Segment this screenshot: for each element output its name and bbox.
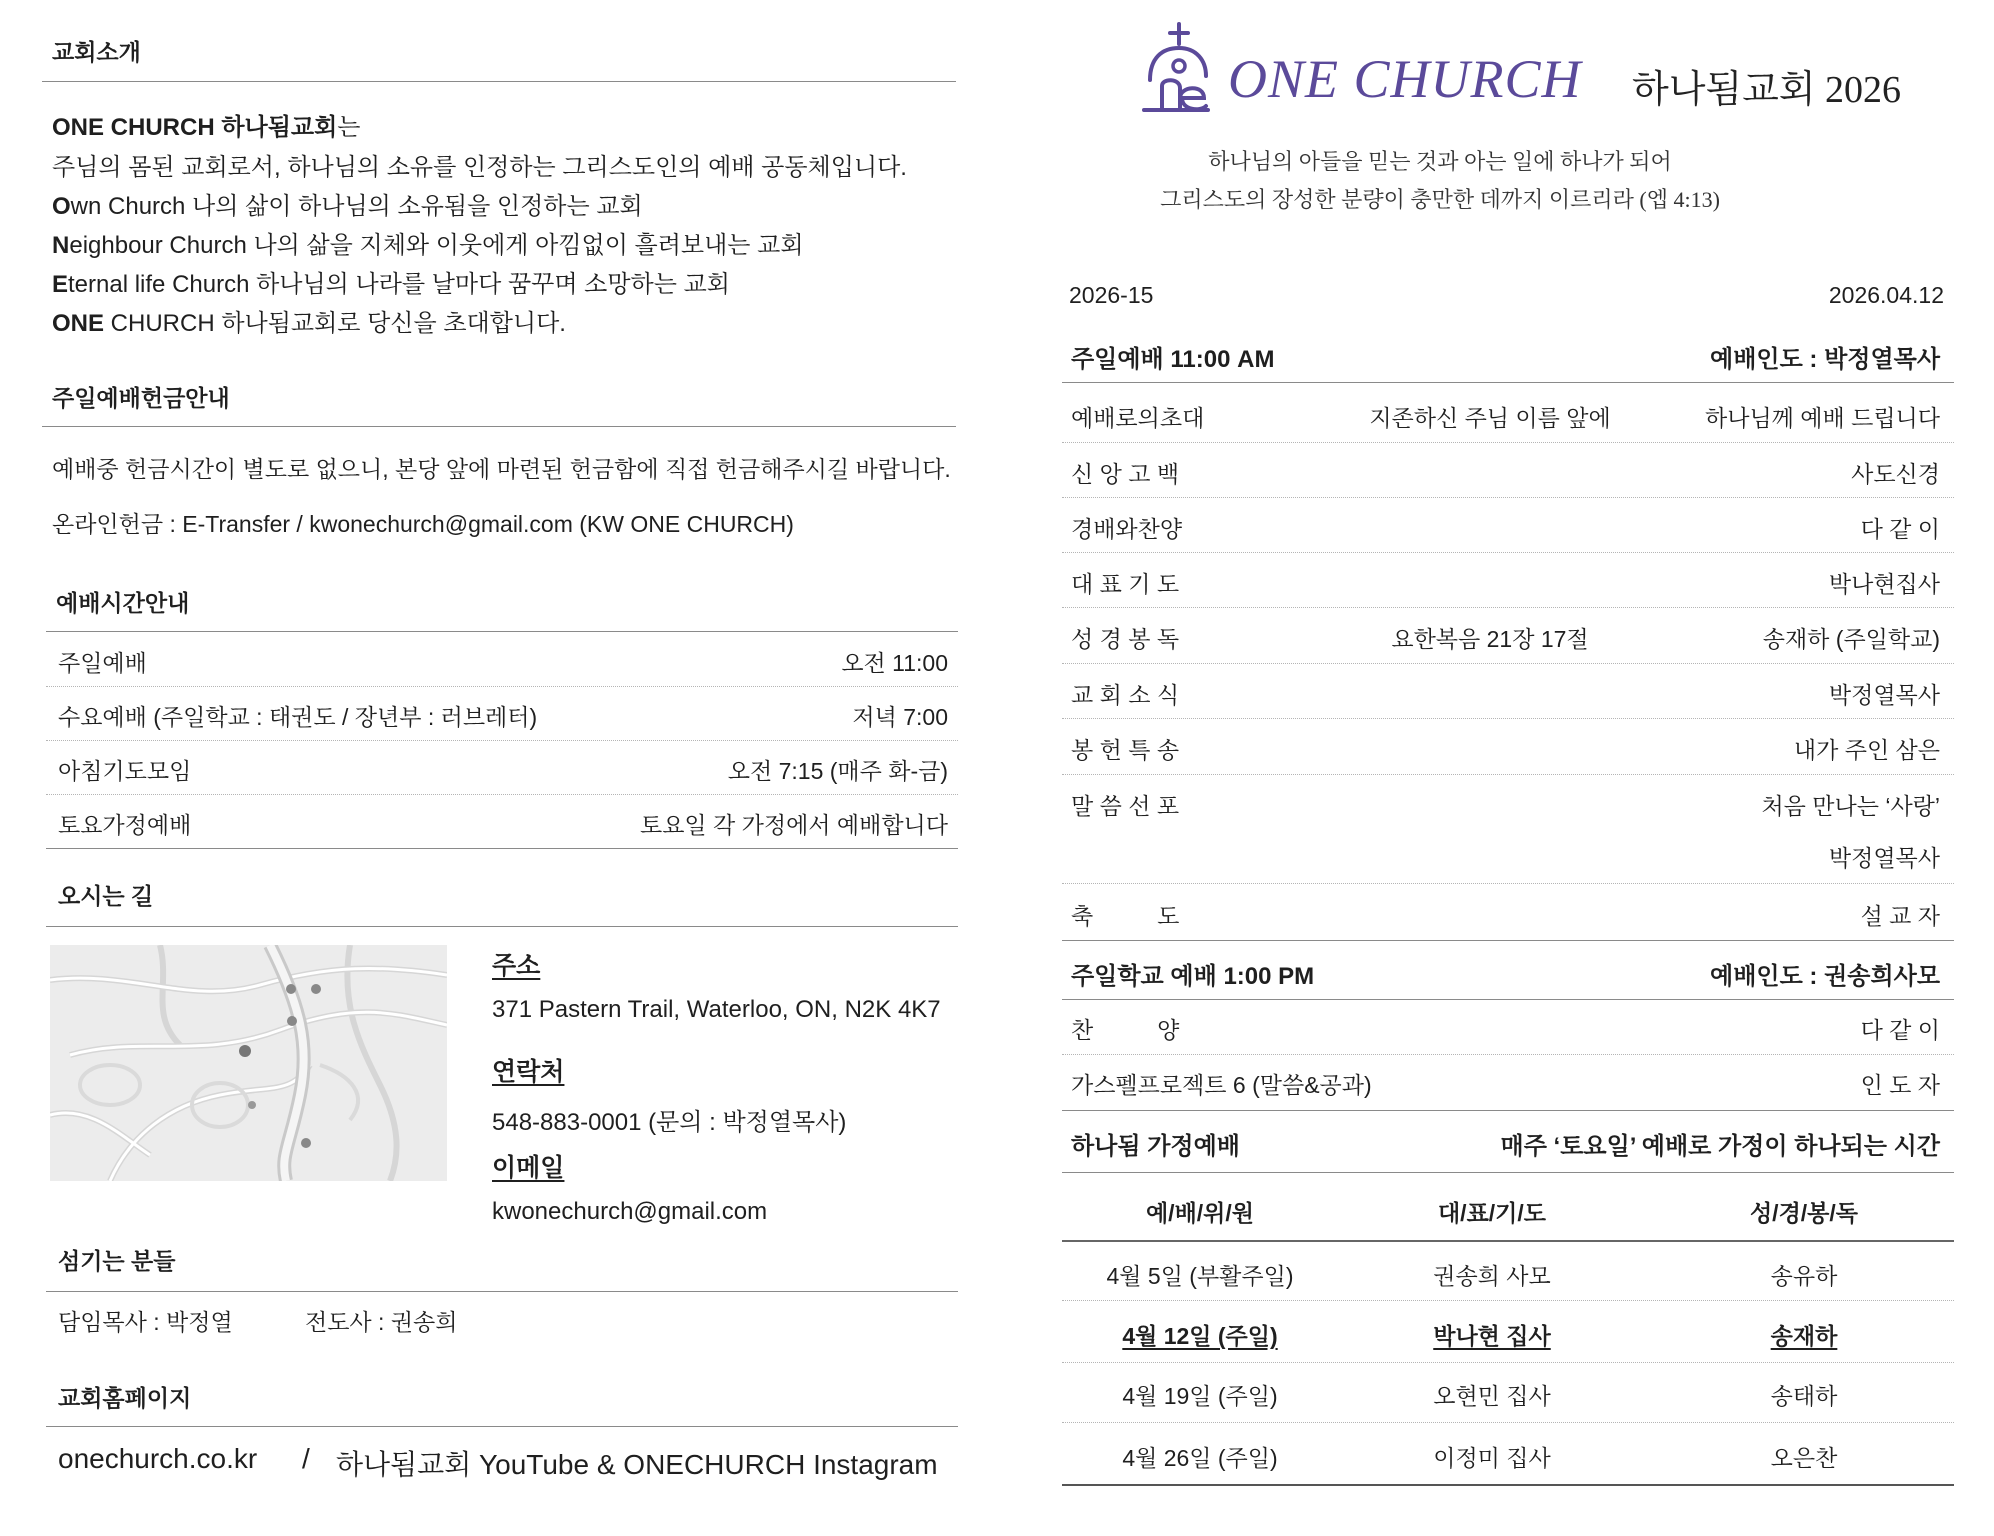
duty-prayer: 이정미 집사 xyxy=(1433,1445,1551,1471)
church-logo-icon xyxy=(1142,22,1212,114)
order-item-person: 내가 주인 삼은 xyxy=(1793,737,1940,763)
duty-header: 성/경/봉/독 xyxy=(1749,1200,1859,1226)
divider xyxy=(1062,1172,1954,1173)
sunday-school-title: 주일학교 예배 1:00 PM xyxy=(1071,963,1315,990)
order-item-name: 교 회 소 식 xyxy=(1071,682,1180,708)
map-image[interactable] xyxy=(50,945,447,1181)
directions-title: 오시는 길 xyxy=(58,883,154,909)
order-item-name: 축 도 xyxy=(1071,903,1180,929)
duty-reading: 오은찬 xyxy=(1770,1445,1838,1471)
evangelist-name: 전도사 : 권송희 xyxy=(305,1309,458,1335)
divider xyxy=(46,794,958,795)
time-row-name: 수요예배 (주일학교 : 태권도 / 장년부 : 러브레터) xyxy=(58,704,538,730)
order-item-name: 신 앙 고 백 xyxy=(1071,461,1180,487)
order-item-person: 하나님께 예배 드립니다 xyxy=(1705,405,1940,431)
verse-line-1: 하나님의 아들을 믿는 것과 아는 일에 하나가 되어 xyxy=(1208,149,1672,174)
pastor-name: 담임목사 : 박정열 xyxy=(58,1309,233,1335)
duty-reading-current: 송재하 xyxy=(1770,1323,1838,1349)
duty-date-current: 4월 12일 (주일) xyxy=(1122,1323,1278,1349)
divider xyxy=(1062,1362,1954,1363)
order-item-name: 찬 양 xyxy=(1071,1017,1180,1043)
email-link[interactable]: kwonechurch@gmail.com xyxy=(492,1198,768,1225)
order-item-name: 예배로의초대 xyxy=(1071,405,1205,431)
order-item-name: 말 씀 선 포 xyxy=(1071,793,1180,819)
bulletin-date: 2026.04.12 xyxy=(1828,282,1944,308)
sunday-school-leader: 예배인도 : 권송희사모 xyxy=(1710,963,1940,990)
divider xyxy=(46,740,958,741)
divider xyxy=(46,1291,958,1292)
church-name-ko: 하나됨교회 2026 xyxy=(1632,69,1902,111)
time-row-value: 토요일 각 가정에서 예배합니다 xyxy=(639,812,948,838)
intro-title: 교회소개 xyxy=(52,39,141,65)
duty-prayer: 권송희 사모 xyxy=(1433,1263,1551,1289)
order-item-person: 인 도 자 xyxy=(1860,1072,1940,1098)
duty-reading: 송유하 xyxy=(1770,1263,1838,1289)
time-row-name: 주일예배 xyxy=(58,650,147,676)
divider xyxy=(46,1426,958,1427)
divider xyxy=(1062,999,1954,1000)
order-item-name: 대 표 기 도 xyxy=(1071,571,1180,597)
order-item-person: 설 교 자 xyxy=(1860,903,1940,929)
duty-prayer-current: 박나현 집사 xyxy=(1433,1323,1551,1349)
order-item-name: 가스펠프로젝트 6 (말씀&공과) xyxy=(1071,1072,1372,1098)
time-row-name: 아침기도모임 xyxy=(58,758,192,784)
order-item-person: 다 같 이 xyxy=(1860,516,1940,542)
divider xyxy=(1062,1300,1954,1301)
time-row-value: 오전 7:15 (매주 화-금) xyxy=(727,758,948,784)
divider xyxy=(1062,1484,1954,1486)
intro-line-1: ONE CHURCH 하나됨교회는 xyxy=(52,114,361,141)
order-item-person: 박정열목사 xyxy=(1828,845,1940,871)
intro-line-4: Neighbour Church 나의 삶을 지체와 이웃에게 아낌없이 흘려보내는 교회 xyxy=(52,232,804,259)
homepage-title: 교회홈페이지 xyxy=(58,1385,192,1411)
divider xyxy=(46,848,958,849)
order-item-name: 봉 헌 특 송 xyxy=(1071,737,1180,763)
social-links[interactable]: 하나됨교회 YouTube & ONECHURCH Instagram xyxy=(336,1449,938,1480)
homepage-separator: / xyxy=(302,1443,310,1474)
offering-line-1: 예배중 헌금시간이 별도로 없으니, 본당 앞에 마련된 헌금함에 직접 헌금해주시길 바랍니다. xyxy=(52,456,951,482)
divider xyxy=(1062,663,1954,664)
church-name-en: ONE CHURCH xyxy=(1228,49,1582,109)
online-offering: 온라인헌금 : E-Transfer / kwonechurch@gmail.com (KW ONE CHURCH) xyxy=(52,511,794,537)
address-text: 371 Pastern Trail, Waterloo, ON, N2K 4K7 xyxy=(492,996,941,1023)
divider xyxy=(1062,1110,1954,1111)
order-item-person: 송재하 (주일학교) xyxy=(1762,626,1940,652)
order-item-person: 박나현집사 xyxy=(1828,571,1940,597)
issue-number: 2026-15 xyxy=(1069,282,1154,308)
divider xyxy=(1062,940,1954,941)
intro-line-2: 주님의 몸된 교회로서, 하나님의 소유를 인정하는 그리스도인의 예배 공동체입니다. xyxy=(52,154,907,181)
contact-text: 548-883-0001 (문의 : 박정열목사) xyxy=(492,1109,847,1136)
divider xyxy=(1062,442,1954,443)
times-title: 예배시간안내 xyxy=(56,590,190,616)
divider xyxy=(1062,1054,1954,1055)
contact-label: 연락처 xyxy=(492,1058,565,1086)
time-row-name: 토요가정예배 xyxy=(58,812,192,838)
order-item-person: 박정열목사 xyxy=(1828,682,1940,708)
family-worship-title: 하나됨 가정예배 xyxy=(1071,1133,1240,1160)
divider xyxy=(1062,718,1954,719)
order-item-name: 성 경 봉 독 xyxy=(1071,626,1180,652)
family-worship-desc: 매주 ‘토요일’ 예배로 가정이 하나되는 시간 xyxy=(1500,1133,1940,1160)
map-graphic xyxy=(50,945,447,1181)
servants-title: 섬기는 분들 xyxy=(58,1248,176,1274)
divider xyxy=(1062,497,1954,498)
divider xyxy=(1062,607,1954,608)
duty-date: 4월 19일 (주일) xyxy=(1122,1383,1278,1409)
duty-header: 예/배/위/원 xyxy=(1145,1200,1255,1226)
order-item-person: 다 같 이 xyxy=(1860,1017,1940,1043)
order-item-detail: 요한복음 21장 17절 xyxy=(1391,626,1589,652)
order-item-person: 사도신경 xyxy=(1851,461,1940,487)
divider xyxy=(42,426,956,427)
intro-line-6: ONE CHURCH 하나됨교회로 당신을 초대합니다. xyxy=(52,310,566,337)
time-row-value: 오전 11:00 xyxy=(841,650,948,676)
divider xyxy=(1062,552,1954,553)
verse-line-2: 그리스도의 장성한 분량이 충만한 데까지 이르리라 (엡 4:13) xyxy=(1160,187,1720,212)
divider xyxy=(46,926,958,927)
divider xyxy=(46,686,958,687)
main-service-title: 주일예배 11:00 AM xyxy=(1071,346,1275,373)
divider xyxy=(46,631,958,632)
duty-prayer: 오현민 집사 xyxy=(1433,1383,1551,1409)
address-label: 주소 xyxy=(492,952,541,980)
order-item-detail: 지존하신 주님 이름 앞에 xyxy=(1369,405,1611,431)
time-row-value: 저녁 7:00 xyxy=(852,704,948,730)
email-label: 이메일 xyxy=(492,1154,565,1182)
duty-date: 4월 26일 (주일) xyxy=(1122,1445,1278,1471)
main-service-leader: 예배인도 : 박정열목사 xyxy=(1710,346,1940,373)
offering-title: 주일예배헌금안내 xyxy=(52,385,230,411)
sermon-title: 처음 만나는 ‘사랑’ xyxy=(1761,793,1940,819)
homepage-link[interactable]: onechurch.co.kr xyxy=(58,1443,258,1474)
divider xyxy=(1062,1240,1954,1242)
divider xyxy=(1062,382,1954,383)
intro-line-5: Eternal life Church 하나님의 나라를 날마다 꿈꾸며 소망하는 교회 xyxy=(52,271,730,298)
divider xyxy=(1062,774,1954,775)
divider xyxy=(42,81,956,82)
duty-reading: 송태하 xyxy=(1770,1383,1838,1409)
duty-header: 대/표/기/도 xyxy=(1437,1200,1547,1226)
order-item-name: 경배와찬양 xyxy=(1071,516,1183,542)
divider xyxy=(1062,883,1954,884)
intro-line-3: Own Church 나의 삶이 하나님의 소유됨을 인정하는 교회 xyxy=(52,193,643,220)
divider xyxy=(1062,1422,1954,1423)
duty-date: 4월 5일 (부활주일) xyxy=(1106,1263,1294,1289)
